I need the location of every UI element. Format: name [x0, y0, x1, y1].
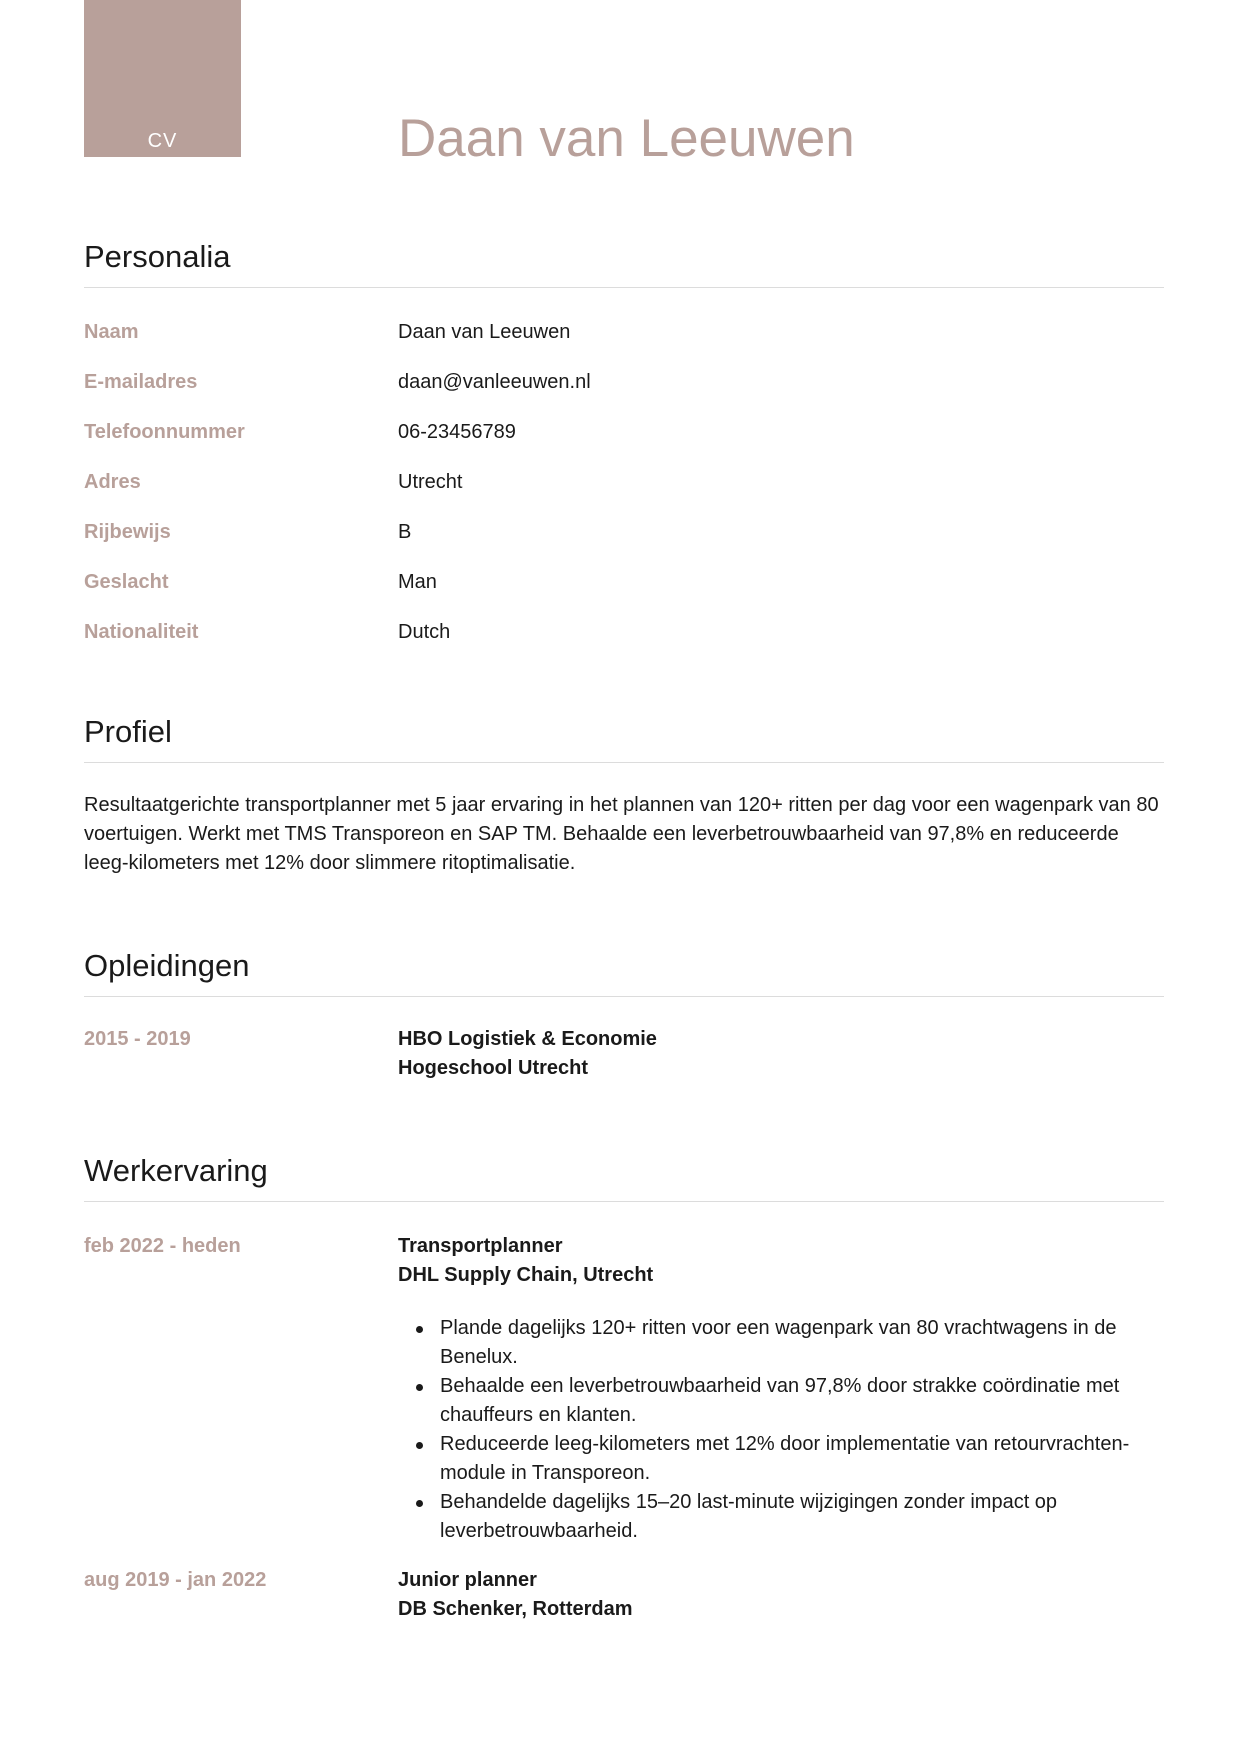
- section-opleidingen: [84, 946, 1164, 1083]
- personalia-row-adres: [84, 470, 1164, 520]
- list-item: [398, 1430, 1170, 1488]
- row-label: Adres: [84, 471, 141, 493]
- row-label: Naam: [84, 321, 139, 343]
- personalia-row-telefoon: [84, 420, 1164, 470]
- entry-date: 2015 - 2019: [84, 1028, 191, 1050]
- bullet-text: Plande dagelijks 120+ ritten voor een wagenpark van 80 vrachtwagens in de Benelux.: [440, 1317, 1117, 1368]
- bullet-text: Behaalde een leverbetrouwbaarheid van 97,8% door strakke coördinatie met chauffeurs en klanten.: [440, 1375, 1120, 1426]
- personalia-row-naam: [84, 320, 1164, 370]
- job-company: DB Schenker, Rotterdam: [398, 1598, 633, 1620]
- section-profiel: [84, 712, 1164, 878]
- section-divider: [84, 762, 1164, 763]
- row-value: daan@vanleeuwen.nl: [398, 371, 591, 393]
- row-value: 06-23456789: [398, 421, 516, 443]
- row-value: Man: [398, 571, 437, 593]
- section-divider: [84, 287, 1164, 288]
- row-label: Telefoonnummer: [84, 421, 245, 443]
- bullet-text: Reduceerde leeg-kilometers met 12% door implementatie van retourvrachten-module in Transporeon.: [440, 1433, 1130, 1484]
- section-title-werkervaring: Werkervaring: [84, 1153, 268, 1188]
- education-degree: HBO Logistiek & Economie: [398, 1028, 657, 1050]
- page-title: Daan van Leeuwen: [398, 109, 855, 168]
- row-label: E-mailadres: [84, 371, 198, 393]
- row-label: Nationaliteit: [84, 621, 199, 643]
- education-school: Hogeschool Utrecht: [398, 1057, 589, 1079]
- entry-body: [398, 1025, 1164, 1083]
- row-value: Utrecht: [398, 471, 463, 493]
- list-item: [398, 1314, 1170, 1372]
- row-value: Dutch: [398, 621, 451, 643]
- job-title: Junior planner: [398, 1569, 537, 1591]
- section-werkervaring: [84, 1151, 1164, 1624]
- bullet-icon: [416, 1442, 423, 1449]
- cv-badge: [84, 0, 241, 157]
- bullet-icon: [416, 1500, 423, 1507]
- section-divider: [84, 1201, 1164, 1202]
- row-label: Geslacht: [84, 571, 169, 593]
- list-item: [398, 1488, 1170, 1546]
- bullet-icon: [416, 1326, 423, 1333]
- bullet-text: Behandelde dagelijks 15–20 last-minute wijzigingen zonder impact op leverbetrouwbaarheid.: [440, 1491, 1058, 1542]
- job-company: DHL Supply Chain, Utrecht: [398, 1264, 654, 1286]
- row-value: Daan van Leeuwen: [398, 321, 571, 343]
- section-title-opleidingen: Opleidingen: [84, 948, 250, 983]
- section-title-personalia: Personalia: [84, 239, 231, 274]
- row-value: B: [398, 521, 412, 543]
- work-entry: [84, 1232, 1164, 1546]
- section-divider: [84, 996, 1164, 997]
- bullet-icon: [416, 1384, 423, 1391]
- entry-body: [398, 1232, 1164, 1546]
- entry-date: feb 2022 - heden: [84, 1235, 241, 1257]
- entry-body: [398, 1566, 1164, 1624]
- job-bullets: [398, 1314, 1164, 1546]
- section-personalia: [84, 237, 1164, 670]
- personalia-row-geslacht: [84, 570, 1164, 620]
- personalia-row-email: [84, 370, 1164, 420]
- profile-text: Resultaatgerichte transportplanner met 5 jaar ervaring in het plannen van 120+ ritten per dag voor een wagenpark van 80 voertuigen. Werkt met TMS Transporeon en SAP TM. Behaalde een leverbetrouwbaarheid van 97,8% en reduceerde leeg-kilometers met 12% door slimmere ritoptimalisatie.: [84, 794, 1159, 874]
- personalia-list: [84, 320, 1164, 670]
- row-label: Rijbewijs: [84, 521, 171, 543]
- cv-badge-label: CV: [147, 130, 178, 152]
- section-title-profiel: Profiel: [84, 714, 172, 749]
- entry-date: aug 2019 - jan 2022: [84, 1569, 267, 1591]
- personalia-row-nationaliteit: [84, 620, 1164, 670]
- work-entry: [84, 1566, 1164, 1624]
- list-item: [398, 1372, 1170, 1430]
- personalia-row-rijbewijs: [84, 520, 1164, 570]
- job-title: Transportplanner: [398, 1235, 563, 1257]
- education-entry: [84, 1025, 1164, 1083]
